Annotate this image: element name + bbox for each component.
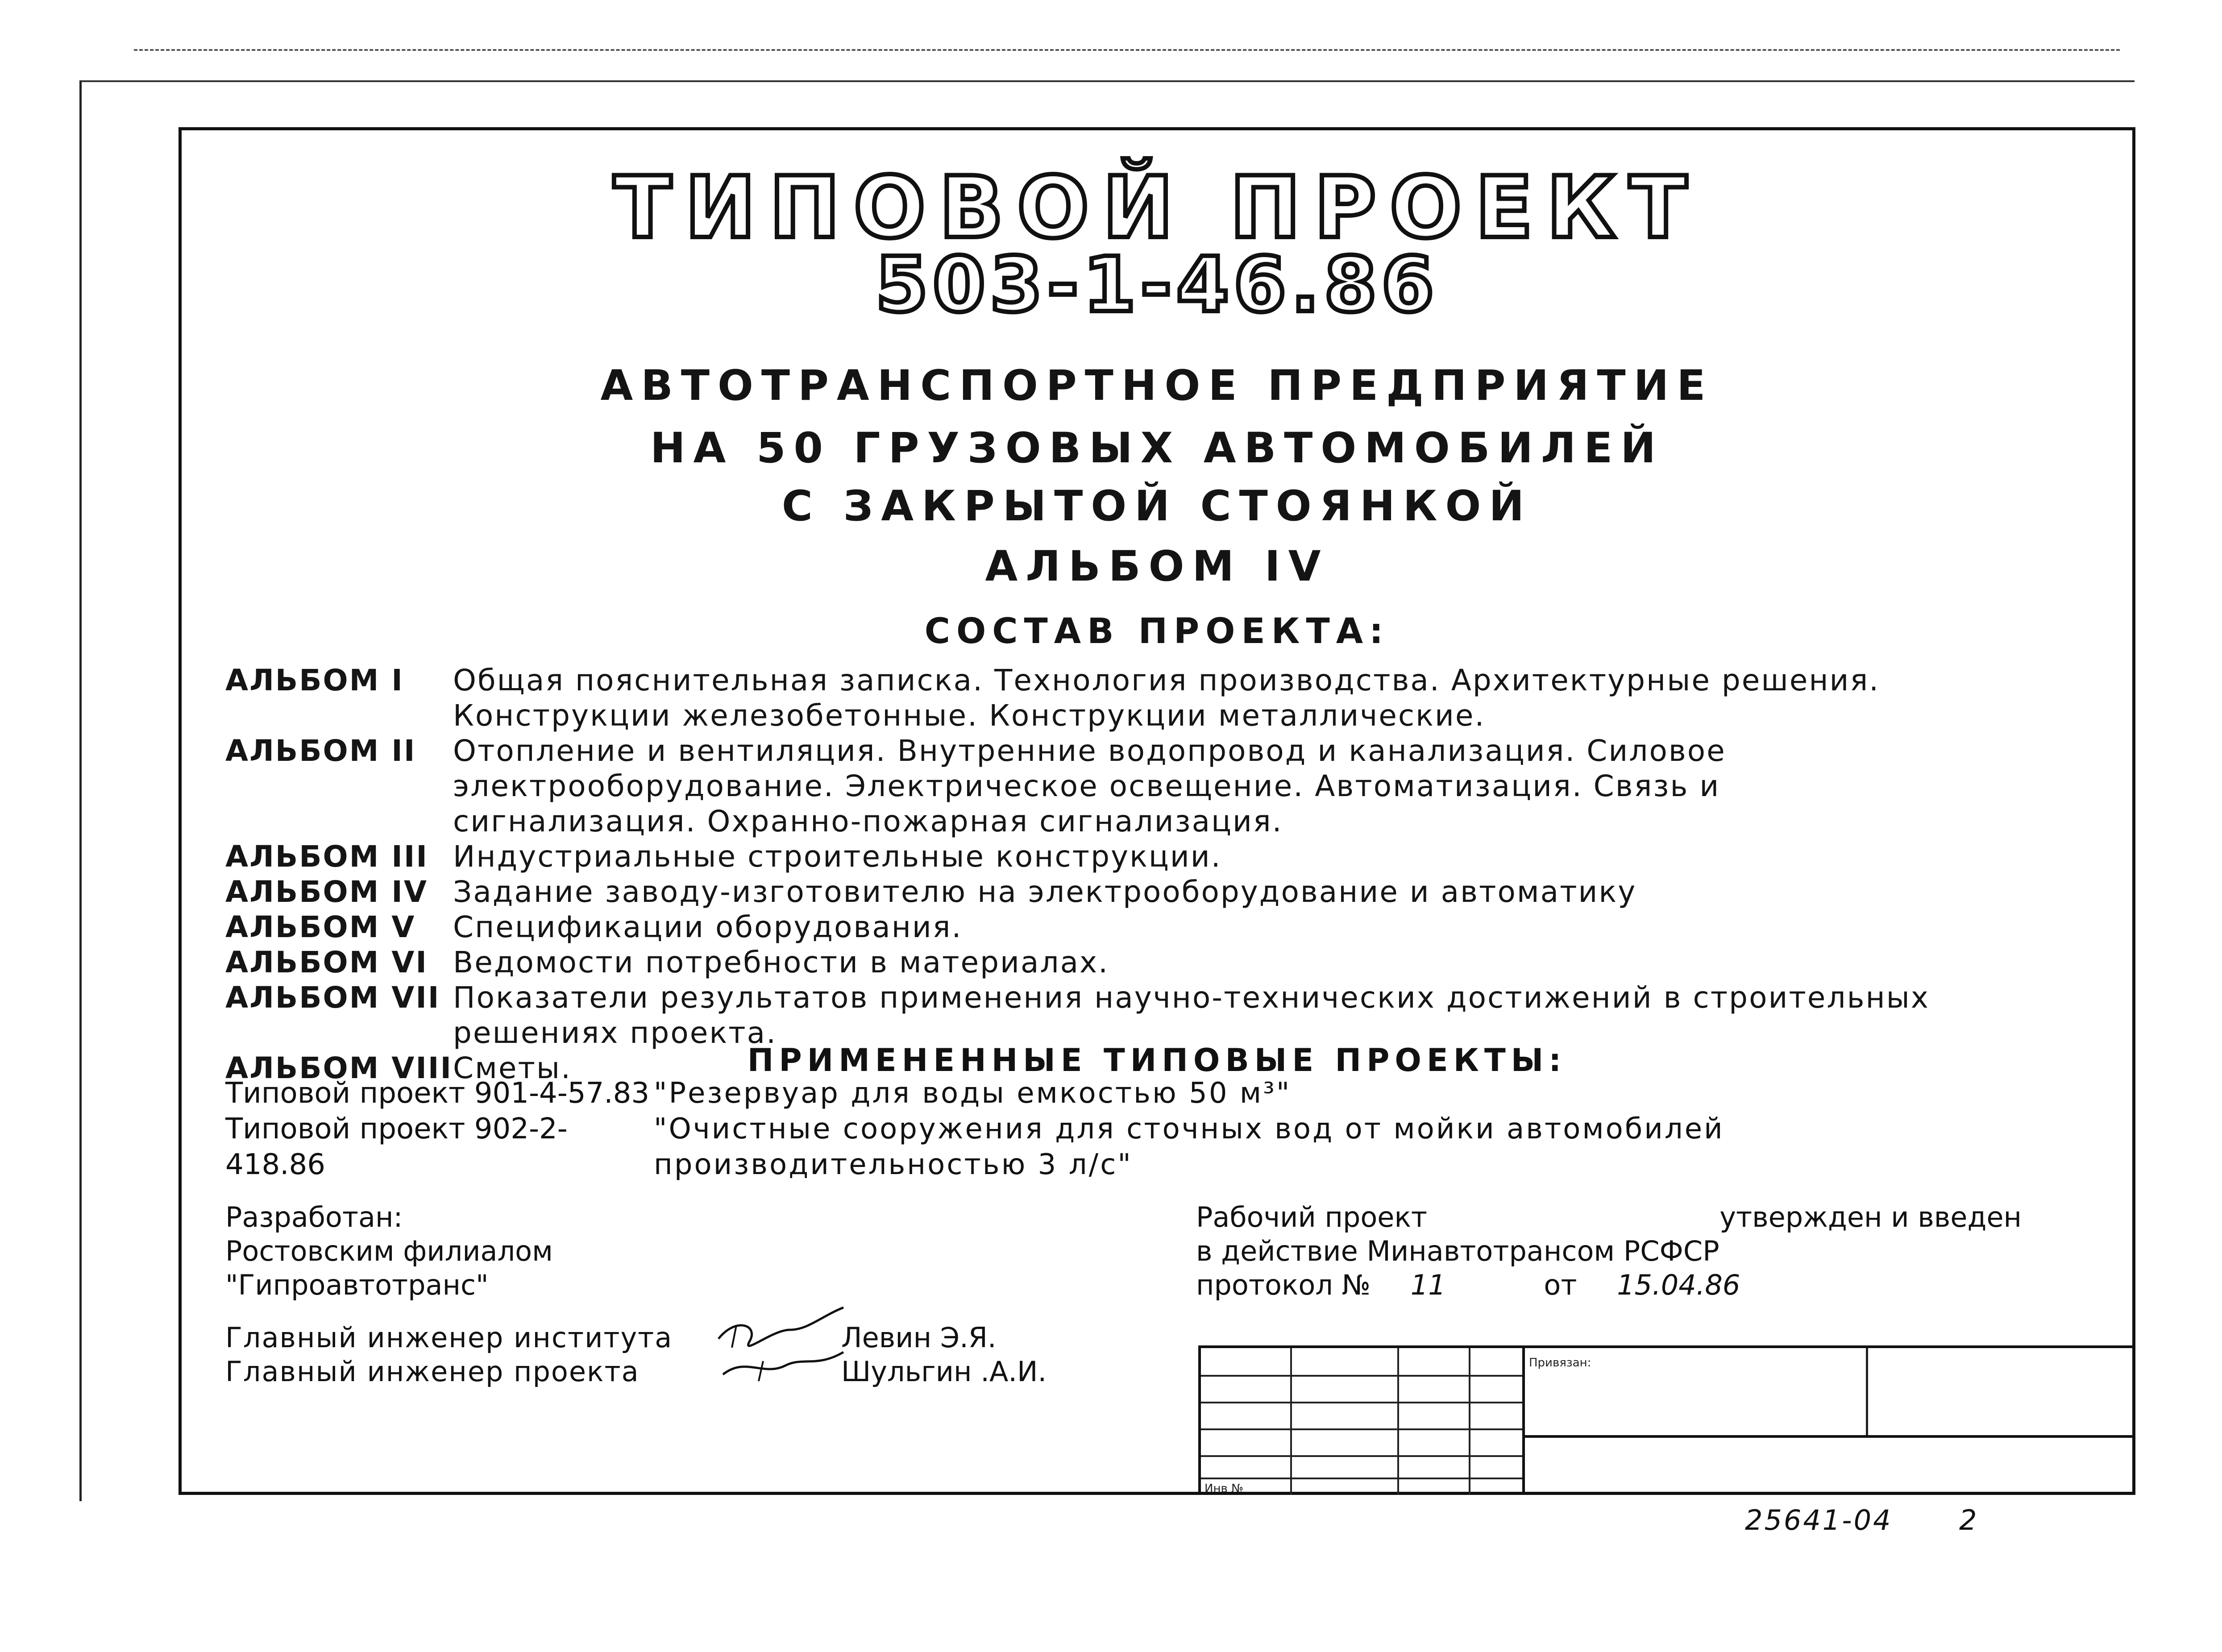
stamp-grid	[1201, 1348, 1522, 1495]
album-description: Спецификации оборудования.	[453, 910, 963, 944]
document-number: 25641-04	[1745, 1504, 1893, 1536]
stamp-divider	[1522, 1435, 2135, 1438]
project-name-line-3: С ЗАКРЫТОЙ СТОЯНКОЙ	[781, 482, 1533, 531]
album-description: Общая пояснительная записка. Технология производства. Архитектурные решения. Конструкции железобетонные. Конструкции металлические.	[453, 663, 1880, 733]
stamp-grid-line	[1201, 1428, 1522, 1430]
stamp-grid-line	[1290, 1348, 1292, 1495]
signatory-role: Главный инженер института	[225, 1321, 673, 1354]
developer-block	[225, 1200, 553, 1302]
album-row	[225, 945, 1966, 980]
project-name-line-2: НА 50 ГРУЗОВЫХ АВТОМОБИЛЕЙ	[650, 424, 1664, 473]
scan-top-dash-line	[134, 49, 2120, 51]
stamp-divider	[1866, 1348, 1868, 1435]
applied-project-row	[225, 1111, 1877, 1183]
stamp-grid-line	[1201, 1402, 1522, 1403]
album-label: АЛЬБОМ I	[225, 663, 404, 697]
stamp-grid-line	[1397, 1348, 1399, 1495]
album-row	[225, 980, 1966, 1050]
album-label: АЛЬБОМ VII	[225, 980, 440, 1015]
handwritten-signature-image	[710, 1299, 852, 1388]
applied-project-code: Типовой проект 901-4-57.83	[225, 1077, 650, 1110]
stamp-grid-line	[1201, 1375, 1522, 1377]
date-label: от	[1544, 1269, 1577, 1301]
approval-date: 15.04.86	[1617, 1269, 1740, 1301]
album-description: Сметы.	[453, 1051, 572, 1085]
approval-line-1	[1196, 1200, 2022, 1234]
applied-project-code: Типовой проект 902-2-418.86	[225, 1112, 568, 1181]
album-row	[225, 663, 1966, 733]
title-line-1: ТИПОВОЙ ПРОЕКТ	[613, 158, 1701, 257]
developer-branch: Ростовским филиалом	[225, 1235, 553, 1267]
stamp-grid-line	[1469, 1348, 1470, 1495]
developer-heading: Разработан:	[225, 1201, 403, 1233]
signatory-name: Левин Э.Я.	[841, 1321, 997, 1354]
project-name-line-1: АВТОТРАНСПОРТНОЕ ПРЕДПРИЯТИЕ	[600, 361, 1714, 410]
developer-institute: "Гипроавтотранс"	[225, 1269, 489, 1301]
signature-row	[225, 1355, 1047, 1389]
album-label: АЛЬБОМ II	[225, 734, 416, 768]
attached-label: Привязан:	[1529, 1356, 1591, 1370]
album-number: АЛЬБОМ IV	[985, 542, 1329, 591]
approval-authority: в действие Минавтотрансом РСФСР	[1196, 1235, 1719, 1267]
page-number: 2	[1959, 1504, 1977, 1536]
protocol-label: протокол №	[1196, 1269, 1371, 1301]
protocol-number: 11	[1410, 1269, 1446, 1301]
applied-project-title: "Очистные сооружения для сточных вод от мойки автомобилей производительностью 3 л/с"	[654, 1112, 1724, 1181]
signatory-role: Главный инженер проекта	[225, 1355, 640, 1388]
project-code: 503-1-46.86	[875, 241, 1439, 329]
album-description: Индустриальные строительные конструкции.	[453, 839, 1222, 874]
title-block-stamp	[1198, 1345, 2135, 1495]
album-label: АЛЬБОМ III	[225, 839, 428, 874]
album-row	[225, 909, 1966, 945]
signature-row	[225, 1321, 1047, 1355]
signatory-name: Шульгин .А.И.	[841, 1355, 1047, 1388]
album-description: Ведомости потребности в материалах.	[453, 945, 1109, 980]
approval-project-label: Рабочий проект	[1196, 1201, 1428, 1233]
inventory-number-label: Инв №	[1204, 1482, 1244, 1495]
album-description: Задание заводу-изготовителю на электрооборудование и автоматику	[453, 875, 1637, 909]
approval-status: утвержден и введен	[1719, 1201, 2022, 1233]
signatures-block	[225, 1321, 1047, 1389]
album-description: Показатели результатов применения научно-технических достижений в строительных решениях проекта.	[453, 980, 1930, 1050]
album-label: АЛЬБОМ V	[225, 910, 416, 944]
album-label: АЛЬБОМ VI	[225, 945, 428, 980]
stamp-divider	[1522, 1348, 1525, 1495]
applied-projects-list	[225, 1075, 1877, 1183]
approval-protocol-line	[1196, 1268, 2022, 1302]
album-label: АЛЬБОМ IV	[225, 875, 428, 909]
album-row	[225, 733, 1966, 839]
applied-project-title: "Резервуар для воды емкостью 50 м³"	[654, 1077, 1292, 1110]
album-label: АЛЬБОМ VIII	[225, 1051, 453, 1085]
album-list	[225, 663, 1966, 1086]
stamp-grid-line	[1201, 1455, 1522, 1457]
album-row	[225, 839, 1966, 874]
stamp-grid-line	[1201, 1478, 1522, 1479]
applied-projects-heading: ПРИМЕНЕННЫЕ ТИПОВЫЕ ПРОЕКТЫ:	[747, 1042, 1567, 1079]
composition-heading: СОСТАВ ПРОЕКТА:	[924, 611, 1390, 652]
album-description: Отопление и вентиляция. Внутренние водопровод и канализация. Силовое электрооборудование. Электрическое освещение. Автоматизация. Связь и сигнализация. Охранно-пожарная сигнализация.	[453, 734, 1726, 838]
approval-block	[1196, 1200, 2022, 1302]
applied-project-row	[225, 1075, 1877, 1111]
album-row	[225, 874, 1966, 909]
